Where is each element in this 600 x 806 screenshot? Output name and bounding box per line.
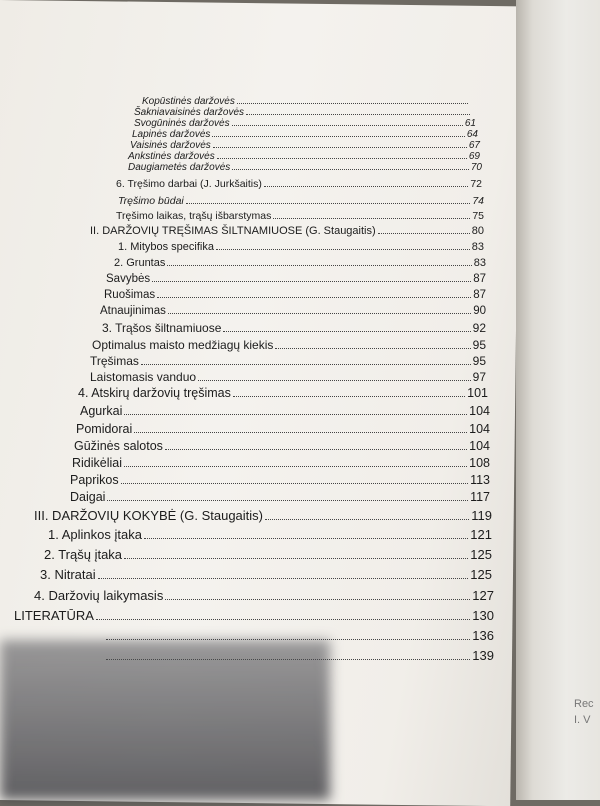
facing-page-text-2: I. V [574, 714, 591, 726]
toc-entry-page: 74 [472, 195, 484, 207]
toc-entry-page: 139 [472, 648, 494, 663]
toc-entry-page: 72 [470, 178, 482, 190]
facing-page [516, 0, 600, 800]
leader-dots [107, 493, 468, 502]
toc-entry [128, 151, 480, 162]
toc-entry-page: 113 [470, 473, 490, 487]
toc-entry [90, 370, 486, 384]
toc-entry [34, 588, 494, 603]
toc-entry-page: 108 [469, 456, 490, 470]
toc-entry [70, 490, 490, 504]
toc-entry [76, 422, 490, 436]
toc-entry-title: Tręšimas [90, 354, 139, 368]
toc-entry-title: 6. Tręšimo darbai (J. Jurkšaitis) [116, 178, 262, 190]
toc-entry-page: 75 [472, 210, 484, 222]
toc-entry-title: III. DARŽOVIŲ KOKYBĖ (G. Staugaitis) [34, 508, 264, 523]
toc-entry-title: II. DARŽOVIŲ TRĘŠIMAS ŠILTNAMIUOSE (G. Staugaitis) [90, 225, 376, 237]
toc-entry [118, 241, 484, 253]
toc-entry [142, 96, 470, 107]
toc-entry [130, 140, 480, 151]
leader-dots [273, 212, 470, 219]
toc-entry-page: 117 [470, 490, 490, 504]
toc-entry-page: 92 [472, 321, 486, 335]
toc-entry-page: 69 [468, 151, 480, 162]
leader-dots [232, 119, 463, 126]
toc-entry-title: Ankstinės daržovės [128, 151, 215, 162]
toc-entry-title: Savybės [106, 273, 151, 285]
leader-dots [246, 108, 470, 115]
leader-dots [152, 274, 471, 282]
toc-entry [34, 508, 492, 523]
toc-entry-page: 80 [471, 225, 484, 237]
leader-dots [124, 407, 467, 416]
toc-entry-page: 136 [472, 628, 494, 643]
leader-dots [167, 258, 471, 266]
toc-entry-page: 125 [470, 547, 492, 562]
toc-entry-title: Optimalus maisto medžiagų kiekis [92, 338, 274, 352]
leader-dots [124, 550, 468, 559]
toc-entry-title: LITERATŪRA [14, 608, 94, 623]
toc-entry [128, 162, 482, 173]
leader-dots [213, 141, 467, 148]
leader-dots [124, 459, 467, 468]
toc-entry-title: 2. Gruntas [114, 257, 166, 269]
toc-entry [44, 547, 492, 562]
toc-entry [114, 257, 486, 269]
toc-entry [132, 129, 478, 140]
hand-shadow [0, 640, 330, 800]
toc-entry-page: 67 [468, 140, 480, 151]
leader-dots [165, 442, 467, 451]
toc-entry-page: 130 [472, 608, 494, 623]
leader-dots [217, 152, 467, 159]
toc-entry-title: Vaisinės daržovės [130, 140, 211, 151]
toc-entry-title: Pomidorai [76, 422, 133, 436]
leader-dots [168, 306, 471, 314]
toc-entry-title: 2. Trąšų įtaka [44, 547, 123, 562]
leader-dots [141, 357, 471, 365]
toc-entry [116, 210, 484, 222]
toc-entry-page: 104 [469, 404, 490, 418]
toc-entry-page: 95 [472, 338, 486, 352]
toc-entry-title: 1. Aplinkos įtaka [48, 527, 142, 542]
toc-entry-title: Atnaujinimas [100, 305, 166, 317]
toc-entry-title: 4. Daržovių laikymasis [34, 588, 164, 603]
leader-dots [212, 130, 464, 137]
leader-dots [264, 180, 468, 187]
toc-entry-page: 104 [469, 439, 490, 453]
leader-dots [96, 611, 470, 620]
toc-entry-title: Tręšimo laikas, trąšų išbarstymas [116, 210, 272, 222]
toc-entry-title: 4. Atskirų daržovių tręšimas [78, 386, 231, 400]
toc-entry-title: Laistomasis vanduo [90, 370, 197, 384]
toc-entry-page: 101 [467, 386, 488, 400]
toc-entry-title: Lapinės daržovės [132, 129, 211, 140]
toc-entry [118, 195, 484, 207]
leader-dots [186, 197, 471, 204]
toc-entry-title: 3. Trąšos šiltnamiuose [102, 321, 222, 335]
leader-dots [275, 341, 470, 349]
leader-dots [216, 242, 470, 250]
toc-entry [104, 289, 486, 301]
leader-dots [165, 591, 470, 600]
toc-entry [134, 118, 476, 129]
leader-dots [237, 97, 468, 104]
toc-entry-title: Svogūninės daržovės [134, 118, 230, 129]
toc-entry [116, 178, 482, 190]
toc-entry-page: 70 [470, 162, 482, 173]
toc-entry [48, 527, 492, 542]
toc-entry [78, 386, 488, 400]
toc-entry-title: 1. Mitybos specifika [118, 241, 214, 253]
leader-dots [121, 476, 468, 485]
leader-dots [157, 290, 471, 298]
toc-entry-page: 87 [473, 273, 486, 285]
leader-dots [134, 425, 467, 434]
leader-dots [233, 389, 465, 398]
toc-entry [134, 107, 472, 118]
leader-dots [232, 163, 469, 170]
leader-dots [144, 530, 468, 539]
toc-entry-title: Šakniavaisinės daržovės [134, 107, 245, 118]
toc-entry-title: Gūžinės salotos [74, 439, 163, 453]
toc-entry-page: 125 [470, 567, 492, 582]
toc-entry-page: 90 [473, 305, 486, 317]
leader-dots [223, 324, 470, 332]
toc-entry-page: 127 [472, 588, 494, 603]
toc-entry-page: 87 [473, 289, 486, 301]
leader-dots [198, 373, 471, 381]
toc-entry-page: 104 [469, 422, 490, 436]
leader-dots [265, 511, 469, 520]
toc-entry-page: 119 [471, 508, 492, 523]
toc-entry [74, 439, 490, 453]
toc-entry-title: Daugiametės daržovės [128, 162, 231, 173]
toc-entry [106, 273, 486, 285]
toc-entry-page: 83 [473, 257, 486, 269]
toc-entry-title: Daigai [70, 490, 106, 504]
toc-entry-page: 95 [472, 354, 486, 368]
toc-entry-title: Paprikos [70, 473, 119, 487]
toc-entry-title: Agurkai [80, 404, 123, 418]
toc-entry [70, 473, 490, 487]
toc-entry-page: 61 [464, 118, 476, 129]
toc-entry [90, 225, 484, 237]
toc-entry-title: Ruošimas [104, 289, 156, 301]
toc-entry-page: 97 [472, 370, 486, 384]
toc-entry [100, 305, 486, 317]
toc-entry [72, 456, 490, 470]
leader-dots [378, 226, 470, 234]
facing-page-text-1: Rec [574, 698, 594, 710]
toc-entry-title: Ridikėliai [72, 456, 123, 470]
toc-entry [92, 338, 486, 352]
toc-entry-title: Tręšimo būdai [118, 195, 184, 207]
toc-entry-title: 3. Nitratai [40, 567, 96, 582]
toc-entry [90, 354, 486, 368]
toc-entry-title: Kopūstinės daržovės [142, 96, 235, 107]
toc-entry [40, 567, 492, 582]
toc-entry [102, 321, 486, 335]
toc-entry [80, 404, 490, 418]
leader-dots [106, 631, 470, 640]
toc-entry [14, 608, 494, 623]
toc-entry-page: 83 [471, 241, 484, 253]
toc-entry-page: 121 [470, 527, 492, 542]
leader-dots [98, 570, 469, 579]
toc-entry-page: 64 [466, 129, 478, 140]
